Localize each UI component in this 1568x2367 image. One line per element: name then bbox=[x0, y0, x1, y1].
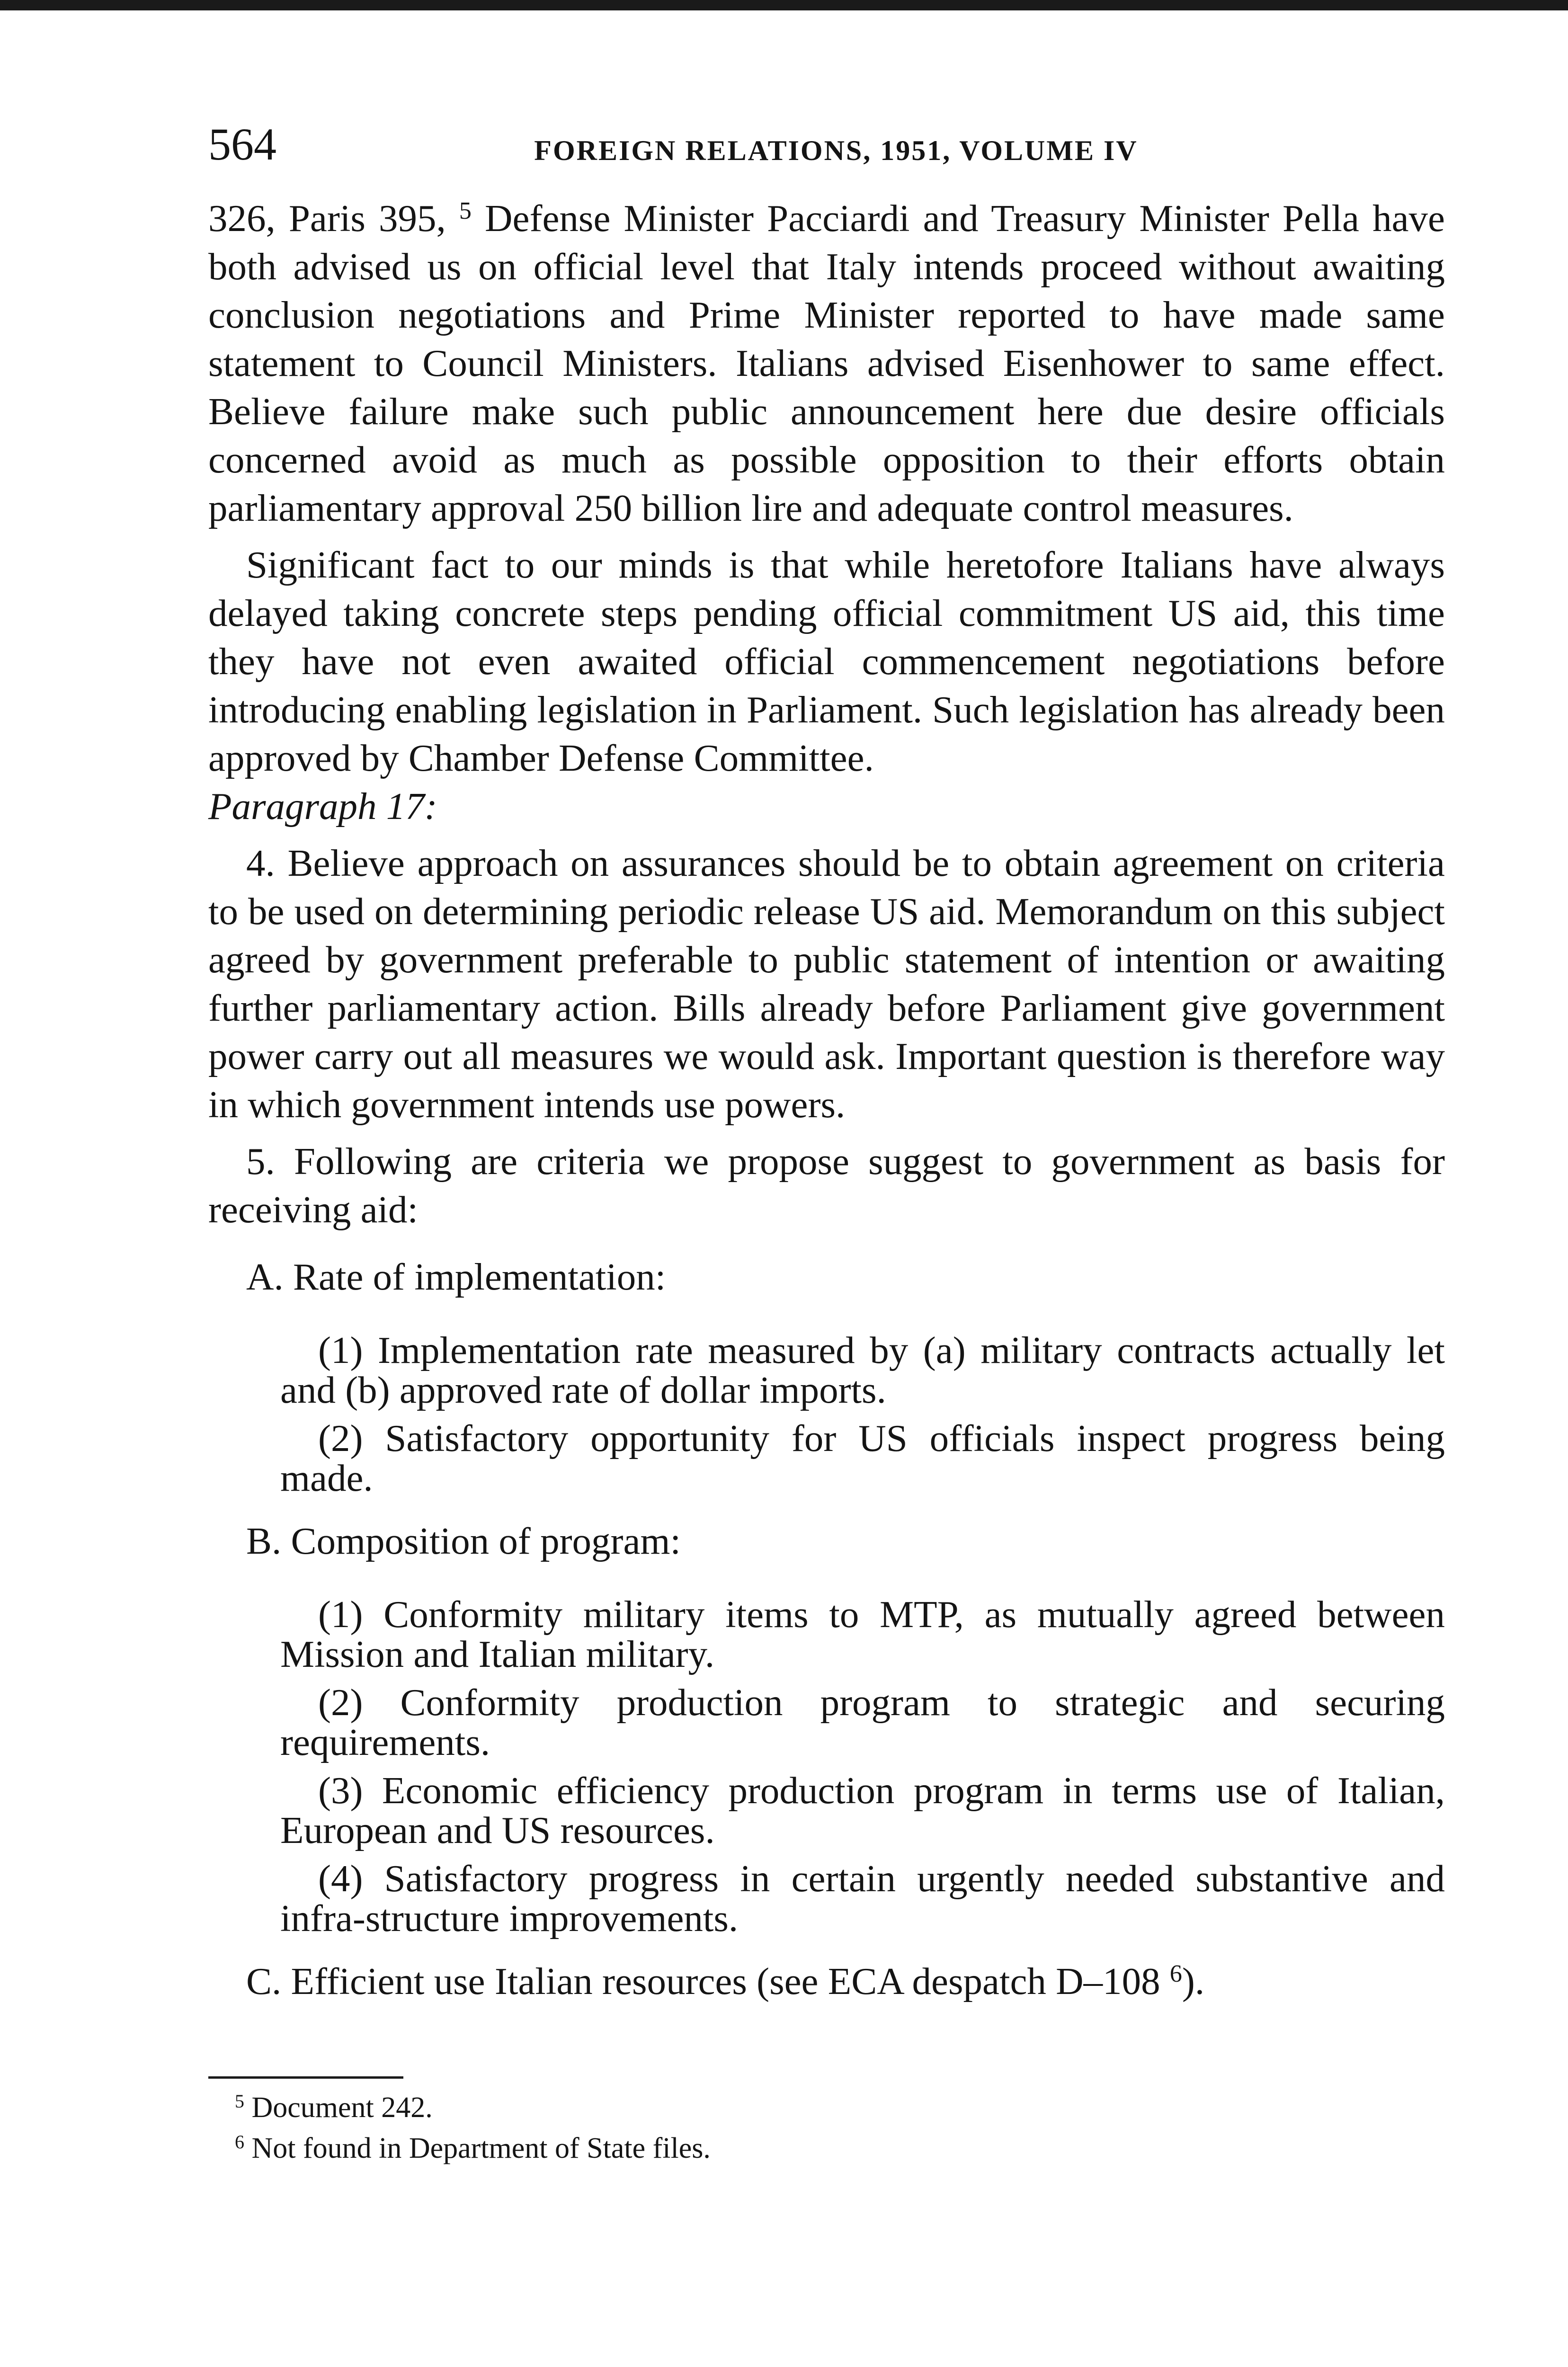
section-a-list bbox=[208, 1330, 1445, 1498]
page-header bbox=[208, 118, 1445, 194]
section-b-item-4: (4) Satisfactory progress in certain urgently needed substantive and infra-structure improvements. bbox=[280, 1857, 1445, 1940]
footnote-6: $^6$ Not found in Department of State files. bbox=[235, 2131, 711, 2164]
footnote-ref-6: 6 bbox=[1169, 1960, 1182, 1987]
paragraph-significant-fact: Significant fact to our minds is that while heretofore Italians have always delayed taking concrete steps pending official commitment US aid, this time they have not even awaited official commencement negotiations before introducing enabling legislation in Parliament. Such legislation has already been approved by Chamber Defense Committee. bbox=[208, 543, 1445, 779]
paragraph-heading: Paragraph 17: bbox=[208, 785, 437, 828]
section-b-heading: B. Composition of program: bbox=[246, 1520, 681, 1562]
footnote-divider bbox=[208, 2076, 403, 2079]
scan-top-edge bbox=[0, 0, 1568, 10]
running-head: FOREIGN RELATIONS, 1951, VOLUME IV bbox=[534, 135, 1138, 166]
section-b-item-1: (1) Conformity military items to MTP, as mutually agreed between Mission and Italian military. bbox=[280, 1593, 1445, 1675]
section-a-heading: A. Rate of implementation: bbox=[246, 1255, 666, 1298]
section-b-list bbox=[208, 1594, 1445, 1938]
footnote-5: $^5$ Document 242. bbox=[235, 2091, 433, 2124]
paragraph-continuation: 326, Paris 395, $^5$ Defense Minister Pacciardi and Treasury Minister Pella have both advised us on official level that Italy intends proceed without awaiting conclusion negotiations and Prime Minister reported to have made same statement to Council Ministers. Italians advised Eisenhower to same effect. Believe failure make such public announcement here due desire officials concerned avoid as much as possible opposition to their efforts obtain parliamentary approval 250 billion lire and adequate control measures. bbox=[208, 197, 1445, 529]
section-a-item-2: (2) Satisfactory opportunity for US officials inspect progress being made. bbox=[280, 1417, 1445, 1499]
body-text bbox=[208, 194, 1445, 1301]
section-b-item-2: (2) Conformity production program to strategic and securing requirements. bbox=[280, 1681, 1445, 1763]
section-b-item-3: (3) Economic efficiency production program in terms use of Italian, European and US resources. bbox=[280, 1769, 1445, 1851]
section-c-line: C. Efficient use Italian resources (see ECA despatch D–108 $^6$). bbox=[246, 1960, 1205, 2002]
footnotes bbox=[208, 2087, 1445, 2169]
footnote-ref-5: 5 bbox=[459, 197, 472, 224]
section-a-item-1: (1) Implementation rate measured by (a) military contracts actually let and (b) approved rate of dollar imports. bbox=[280, 1329, 1445, 1411]
document-page bbox=[208, 118, 1445, 2169]
page-number: 564 bbox=[208, 119, 276, 169]
paragraph-4: 4. Believe approach on assurances should be to obtain agreement on criteria to be used on determining periodic release US aid. Memorandum on this subject agreed by government preferable to public statement of intention or awaiting further parliamentary action. Bills already before Parliament give government power carry out all measures we would ask. Important question is therefore way in which government intends use powers. bbox=[208, 842, 1445, 1126]
paragraph-5: 5. Following are criteria we propose suggest to government as basis for receiving aid: bbox=[208, 1140, 1445, 1231]
